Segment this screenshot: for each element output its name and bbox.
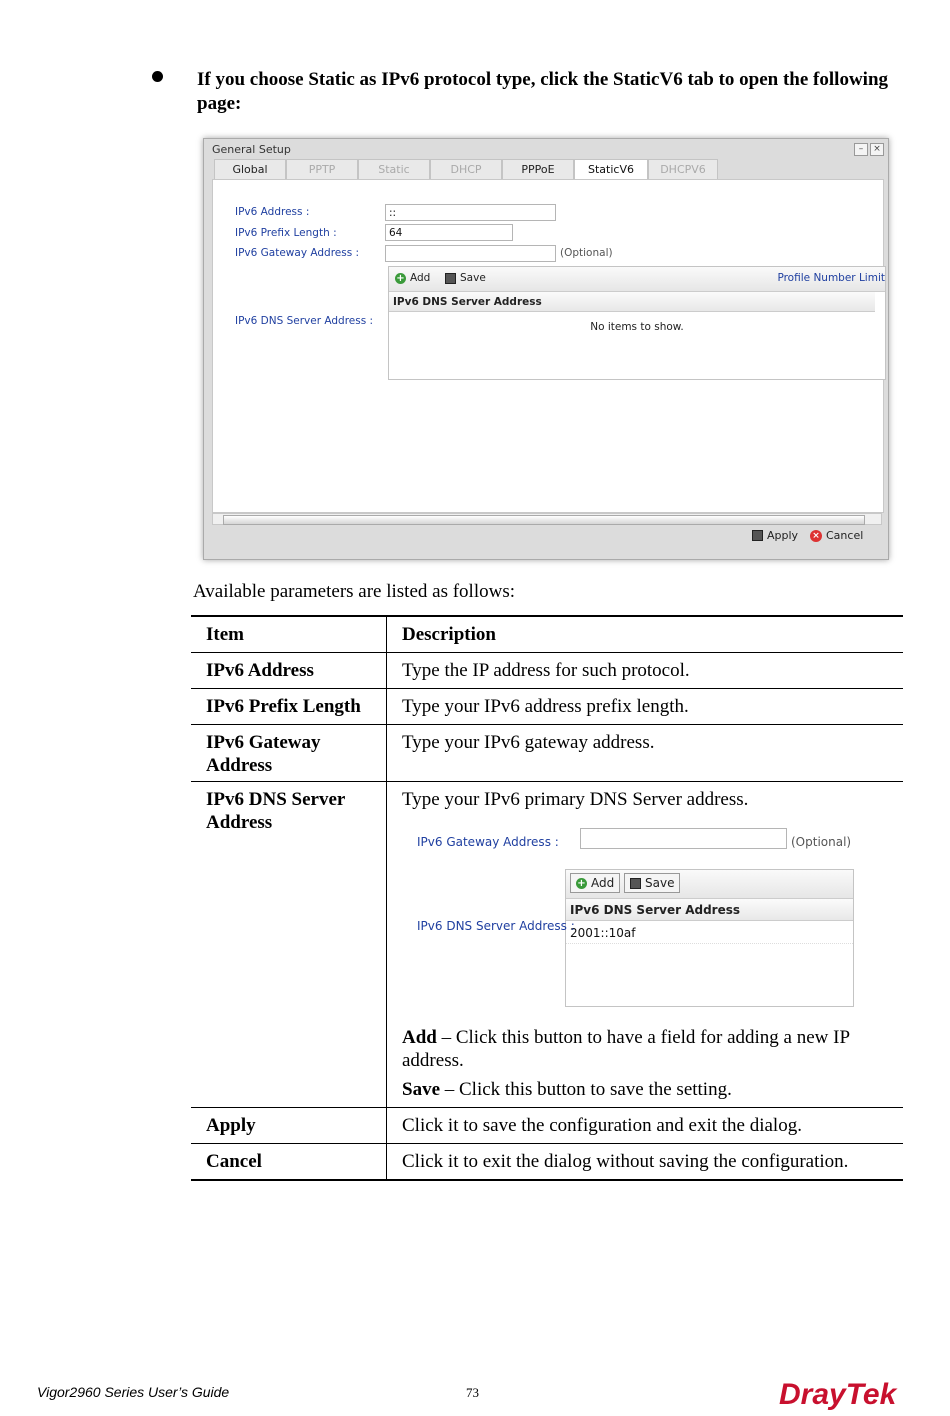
- add-button[interactable]: [395, 272, 430, 284]
- draytek-logo: [779, 1378, 896, 1412]
- general-setup-dialog: [203, 138, 889, 560]
- tab-pptp[interactable]: PPTP: [286, 159, 358, 179]
- table-row: [191, 1108, 903, 1144]
- dns-server-grid: [388, 266, 886, 380]
- grid-empty-text: No items to show.: [590, 321, 684, 333]
- mini-column-header: IPv6 DNS Server Address: [566, 899, 853, 921]
- ipv6-address-input[interactable]: ::: [385, 204, 556, 221]
- row-item: Cancel: [191, 1144, 387, 1181]
- save-icon: [630, 878, 641, 889]
- row-description: Type your IPv6 address prefix length.: [402, 696, 689, 717]
- cancel-button[interactable]: [810, 529, 863, 542]
- tab-static[interactable]: Static: [358, 159, 430, 179]
- row-item: Apply: [191, 1108, 387, 1144]
- dns-description: Type your IPv6 primary DNS Server address.: [402, 789, 749, 810]
- add-icon: +: [396, 272, 405, 284]
- scrollbar-thumb[interactable]: [223, 515, 865, 525]
- mini-add-label: Add: [591, 875, 615, 890]
- close-icon[interactable]: ×: [870, 143, 884, 156]
- tab-pppoe[interactable]: PPPoE: [502, 159, 574, 179]
- add-explanation: [402, 1026, 889, 1072]
- save-explanation: [402, 1078, 889, 1101]
- logo-dray: Dray: [779, 1378, 846, 1411]
- apply-icon: [752, 530, 763, 541]
- save-button[interactable]: [445, 272, 486, 284]
- table-row: [191, 1144, 903, 1181]
- tab-dhcp[interactable]: DHCP: [430, 159, 502, 179]
- row-item: IPv6 Prefix Length: [191, 689, 387, 725]
- minimize-icon[interactable]: –: [854, 143, 868, 156]
- parameters-caption: Available parameters are listed as follows:: [193, 581, 515, 602]
- guide-title: Vigor2960 Series User’s Guide: [37, 1384, 230, 1400]
- parameters-table: [191, 615, 903, 1181]
- page-number: 73: [466, 1385, 479, 1400]
- mini-grid-toolbar: [566, 870, 853, 899]
- dialog-title: General Setup: [212, 143, 291, 156]
- mini-add-button[interactable]: [570, 873, 620, 893]
- grid-toolbar: [389, 267, 885, 292]
- logo-tek: Tek: [845, 1378, 897, 1411]
- apply-button[interactable]: [752, 529, 798, 542]
- row-description: Type your IPv6 gateway address.: [402, 732, 655, 753]
- mini-gateway-input[interactable]: [580, 828, 787, 849]
- row-description: Click it to save the configuration and exit the dialog.: [402, 1115, 802, 1136]
- tab-bar: [214, 159, 718, 179]
- mini-save-label: Save: [645, 875, 675, 890]
- apply-button-label: Apply: [767, 529, 799, 542]
- gateway-address-input[interactable]: [385, 245, 556, 262]
- horizontal-scrollbar[interactable]: [212, 513, 882, 525]
- mini-save-button[interactable]: [624, 873, 680, 893]
- dns-server-label: IPv6 DNS Server Address :: [235, 315, 374, 327]
- mini-dns-label: IPv6 DNS Server Address :: [417, 919, 575, 933]
- mini-gateway-label: IPv6 Gateway Address :: [417, 835, 559, 849]
- mini-optional-note: (Optional): [791, 835, 852, 849]
- row-item: IPv6 Address: [191, 653, 387, 689]
- tab-global[interactable]: Global: [214, 159, 286, 179]
- table-row: [191, 725, 903, 782]
- profile-number-limit: Profile Number Limit: [777, 272, 885, 284]
- mini-dns-grid: [565, 869, 854, 1007]
- add-icon: +: [577, 877, 586, 889]
- save-button-label: Save: [460, 272, 486, 284]
- table-row: [191, 689, 903, 725]
- row-item: IPv6 DNS Server Address: [191, 782, 387, 1108]
- gateway-optional-note: (Optional): [560, 247, 613, 259]
- prefix-length-input[interactable]: 64: [385, 224, 513, 241]
- table-header-row: [191, 616, 903, 653]
- bullet-icon: [152, 71, 163, 82]
- prefix-length-label: IPv6 Prefix Length :: [235, 227, 337, 239]
- table-row: [191, 653, 903, 689]
- header-item: Item: [191, 616, 387, 653]
- gateway-address-label: IPv6 Gateway Address :: [235, 247, 360, 259]
- row-description: Click it to exit the dialog without saving the configuration.: [402, 1151, 849, 1172]
- table-row: [191, 782, 903, 1108]
- save-text: – Click this button to save the setting.: [440, 1079, 732, 1100]
- add-text: – Click this button to have a field for adding a new IP address.: [402, 1027, 850, 1071]
- tab-dhcpv6[interactable]: DHCPV6: [648, 159, 718, 179]
- staticv6-panel: [212, 179, 884, 513]
- intro-text: If you choose Static as IPv6 protocol type, click the StaticV6 tab to open the following page:: [197, 69, 889, 114]
- grid-column-header: IPv6 DNS Server Address: [389, 292, 875, 312]
- row-description: [387, 782, 904, 1108]
- cancel-button-label: Cancel: [826, 529, 864, 542]
- cancel-icon: ×: [810, 530, 822, 542]
- tab-staticv6[interactable]: StaticV6: [574, 159, 648, 180]
- dns-example-screenshot: [402, 821, 872, 1006]
- add-button-label: Add: [410, 272, 431, 284]
- save-icon: [445, 273, 456, 284]
- row-item: IPv6 Gateway Address: [191, 725, 387, 782]
- row-description: Type the IP address for such protocol.: [402, 660, 690, 681]
- save-term: Save: [402, 1079, 440, 1100]
- add-term: Add: [402, 1027, 437, 1048]
- header-description: Description: [402, 624, 496, 645]
- ipv6-address-label: IPv6 Address :: [235, 206, 310, 218]
- mini-dns-row[interactable]: 2001::10af: [566, 922, 853, 944]
